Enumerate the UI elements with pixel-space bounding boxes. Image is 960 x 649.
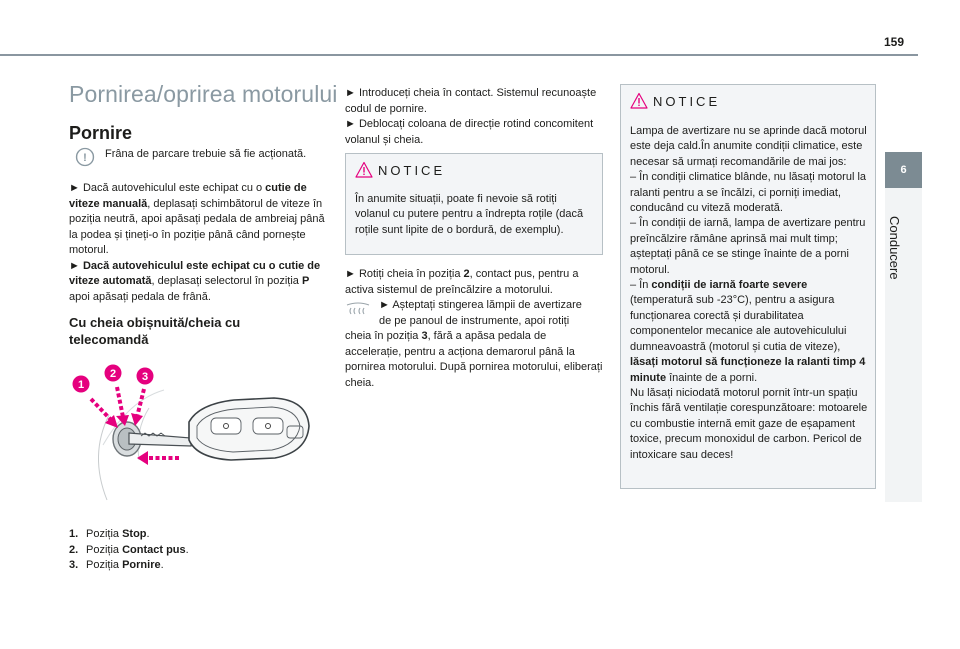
key-heading: Cu cheia obișnuită/cheia cu telecomandă <box>69 315 241 347</box>
start-procedure: ► Rotiți cheia în poziția 2, contact pus, pentru a activa sistemul de preîncălzire a motorului. ► Așteptați stingerea lămpii de avertizare de pe panoul de instrumente, apoi rotiți cheia în poziția 3, fără a apăsa pedala de accelerație, pentru a acționa demarorul până la pornirea motorului. După pornirea motorului, eliberați cheia. <box>345 268 603 389</box>
auto-bold2: P <box>301 275 310 287</box>
handbrake-note <box>74 147 324 163</box>
wait-line-2: de pe panoul de instrumente, apoi rotiți <box>379 314 570 327</box>
notice-box-steering <box>345 153 603 255</box>
insert-key-text: ► Introduceți cheia în contact. Sistemul recunoaște codul de pornire. <box>345 87 597 115</box>
unlock-steering-text: ► Deblocați coloana de direcție rotind concomitent volanul și cheia. <box>345 118 594 146</box>
auto-bold: Dacă autovehiculul este echipat cu o cutie de viteze automată <box>69 259 321 287</box>
auto-rest: apoi apăsați pedala de frână. <box>69 290 211 303</box>
auto-mid: , deplasați selectorul în poziția <box>151 275 302 287</box>
notice-heading: NOTICE <box>378 163 446 178</box>
section-title: Pornire <box>69 123 133 143</box>
chapter-label: Conducere <box>887 216 902 280</box>
wait-line-1: ► Așteptați stingerea lămpii de avertizare <box>379 299 582 311</box>
key-insert-instructions <box>345 86 603 148</box>
preheat-warning-lamp-icon <box>345 301 371 317</box>
manual-bold: cutie de viteze manuală <box>69 182 307 210</box>
notice-box-preheat <box>620 84 876 489</box>
page-title: Pornirea/oprirea motorului <box>69 81 338 107</box>
manual-gearbox-instructions <box>69 181 325 305</box>
marker-1-label: 1 <box>77 379 85 391</box>
marker-3-label: 3 <box>141 371 149 383</box>
header-rule <box>0 54 918 56</box>
manual-rest: , deplasați schimbătorul de viteze în poziția neutră, apoi apăsați pedala de ambreiaj până la podea și țineți-o în poziție până când pornește motorul. <box>69 197 325 256</box>
manual-lead: ► Dacă autovehiculul este echipat cu o <box>69 182 266 194</box>
marker-2-label: 2 <box>109 368 117 380</box>
caption-item: 1. Poziția Stop. <box>69 528 150 540</box>
warning-triangle-icon <box>630 92 648 110</box>
notice-heading: NOTICE <box>653 94 721 109</box>
auto-lead: ► <box>69 259 83 272</box>
notice-text: În anumite situații, poate fi nevoie să rotiți volanul cu putere pentru a îndrepta roțile (dacă roțile sunt lipite de o bordură, de exemplu). <box>355 193 584 236</box>
svg-text:!: ! <box>83 152 87 164</box>
page-number: 159 <box>883 35 904 49</box>
warning-circle-icon <box>74 146 96 168</box>
caption-item: 3. Poziția Pornire. <box>69 559 164 571</box>
key-position-captions <box>69 527 189 574</box>
notice-text: Lampa de avertizare nu se aprinde dacă motorul este deja cald.În anumite condiții climatice, este necesar să urmați recomandările de mai jos: – În condiții climatice blânde, nu lăsați motorul la ralanti pentru a se încălzi, ci porniți imediat, conducând cu viteză moderată. – În condiții de iarnă, lampa de avertizare pentru preîncălzire rămâne aprinsă mai mult timp; așteptați până ce se stinge înainte de a porni motorul. – În condiții de iarnă foarte severe (temperatură sub -23°C), pentru a asigura funcționarea corectă și durabilitatea componentelor mecanice ale autovehiculului dumneavoastră (motorul și cutia de viteze), lăsați motorul să funcționeze la ralanti timp 4 minute înainte de a porni. Nu lăsați niciodată motorul pornit într-un spațiu închis fără ventilație corespunzătoare: motoarele cu combustie internă emit gaze de eșapament toxice, precum monoxidul de carbon. Pericol de intoxicare sau deces! <box>630 125 868 461</box>
key-ignition-illustration <box>69 360 319 503</box>
caption-item: 2. Poziția Contact pus. <box>69 543 189 556</box>
warning-triangle-icon <box>355 161 373 179</box>
chapter-number: 6 <box>885 152 922 188</box>
handbrake-text: Frâna de parcare trebuie să fie acționată. <box>105 148 307 160</box>
chapter-tab[interactable] <box>885 152 922 502</box>
